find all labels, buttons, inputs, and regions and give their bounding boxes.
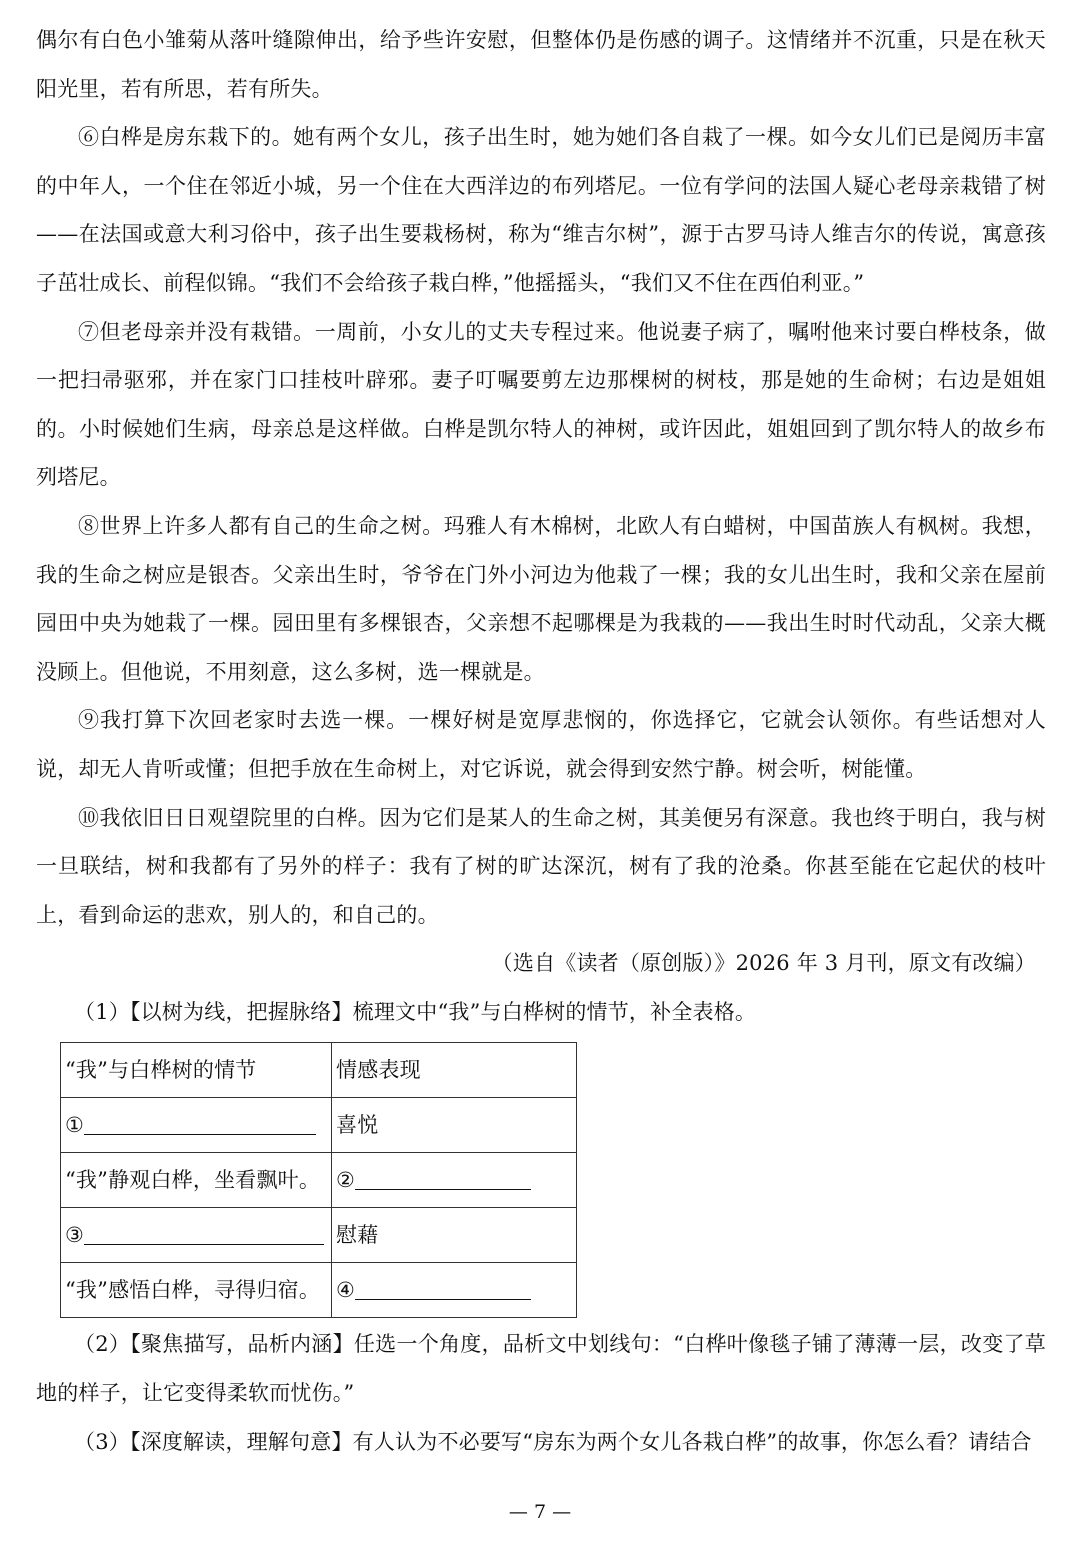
paragraph-10: ⑩我依旧日日观望院里的白桦。因为它们是某人的生命之树，其美便另有深意。我也终于明白，我与树一旦联结，树和我都有了另外的样子：我有了树的旷达深沉，树有了我的沧桑。你甚至能在它起伏的枝叶上，看到命运的悲欢，别人的，和自己的。 xyxy=(36,805,1046,927)
blank-marker: ① xyxy=(65,1113,85,1138)
table-row xyxy=(61,1098,577,1153)
paragraph-6: ⑥白桦是房东栽下的。她有两个女儿，孩子出生时，她为她们各自栽了一棵。如今女儿们已是阅历丰富的中年人，一个住在邻近小城，另一个住在大西洋边的布列塔尼。一位有学问的法国人疑心老母亲栽错了树——在法国或意大利习俗中，孩子出生要栽杨树，称为“维吉尔树”，源于古罗马诗人维吉尔的传说，寓意孩子茁壮成长、前程似锦。“我们不会给孩子栽白桦，”他摇摇头，“我们又不住在西伯利亚。” xyxy=(36,125,1046,295)
table-header-emotion: 情感表现 xyxy=(332,1043,577,1098)
blank-marker: ④ xyxy=(336,1278,356,1303)
table-cell-plot-1 xyxy=(61,1098,332,1153)
table-cell-plot-2: “我”静观白桦，坐看飘叶。 xyxy=(61,1153,332,1208)
blank-marker: ② xyxy=(336,1168,356,1193)
table-cell-plot-4: “我”感悟白桦，寻得归宿。 xyxy=(61,1263,332,1318)
table-cell-plot-3 xyxy=(61,1208,332,1263)
table-header-row xyxy=(61,1043,577,1098)
question-3: （3）【深度解读，理解句意】有人认为不必要写“房东为两个女儿各栽白桦”的故事，你怎么看？请结合 xyxy=(74,1429,1032,1454)
paragraph-9: ⑨我打算下次回老家时去选一棵。一棵好树是宽厚悲悯的，你选择它，它就会认领你。有些话想对人说，却无人肯听或懂；但把手放在生命树上，对它诉说，就会得到安然宁静。树会听，树能懂。 xyxy=(36,708,1046,781)
table-cell-emotion-4 xyxy=(332,1263,577,1318)
table-cell-emotion-2 xyxy=(332,1153,577,1208)
page-number: — 7 — xyxy=(508,1501,572,1523)
blank-marker: ③ xyxy=(65,1223,85,1248)
plot-emotion-table xyxy=(60,1042,577,1318)
source-citation: （选自《读者（原创版）》2026 年 3 月刊，原文有改编） xyxy=(491,951,1036,976)
answer-blank-2[interactable] xyxy=(355,1169,531,1190)
table-header-plot: “我”与白桦树的情节 xyxy=(61,1043,332,1098)
answer-blank-1[interactable] xyxy=(84,1114,316,1135)
answer-blank-4[interactable] xyxy=(355,1279,531,1300)
table-row xyxy=(61,1153,577,1208)
paragraph-8: ⑧世界上许多人都有自己的生命之树。玛雅人有木棉树，北欧人有白蜡树，中国苗族人有枫树。我想，我的生命之树应是银杏。父亲出生时，爷爷在门外小河边为他栽了一棵；我的女儿出生时，我和父亲在屋前园田中央为她栽了一棵。园田里有多棵银杏，父亲想不起哪棵是为我栽的——我出生时时代动乱，父亲大概没顾上。但他说，不用刻意，这么多树，选一棵就是。 xyxy=(36,513,1046,684)
question-1: （1）【以树为线，把握脉络】梳理文中“我”与白桦树的情节，补全表格。 xyxy=(74,999,757,1024)
answer-blank-3[interactable] xyxy=(84,1224,324,1245)
question-2: （2）【聚焦描写，品析内涵】任选一个角度，品析文中划线句：“白桦叶像毯子铺了薄薄一层，改变了草地的样子，让它变得柔软而忧伤。” xyxy=(36,1332,1046,1406)
table-row xyxy=(61,1208,577,1263)
table-row xyxy=(61,1263,577,1318)
table-cell-emotion-1: 喜悦 xyxy=(332,1098,577,1153)
paragraph-7: ⑦但老母亲并没有栽错。一周前，小女儿的丈夫专程过来。他说妻子病了，嘱咐他来讨要白桦枝条，做一把扫帚驱邪，并在家门口挂枝叶辟邪。妻子叮嘱要剪左边那棵树的树枝，那是她的生命树；右边是姐姐的。小时候她们生病，母亲总是这样做。白桦是凯尔特人的神树，或许因此，姐姐回到了凯尔特人的故乡布列塔尼。 xyxy=(36,319,1046,490)
table-cell-emotion-3: 慰藉 xyxy=(332,1208,577,1263)
paragraph-5-tail: 偶尔有白色小雏菊从落叶缝隙伸出，给予些许安慰，但整体仍是伤感的调子。这情绪并不沉重，只是在秋天阳光里，若有所思，若有所失。 xyxy=(36,28,1046,101)
reading-passage xyxy=(36,16,1046,1466)
